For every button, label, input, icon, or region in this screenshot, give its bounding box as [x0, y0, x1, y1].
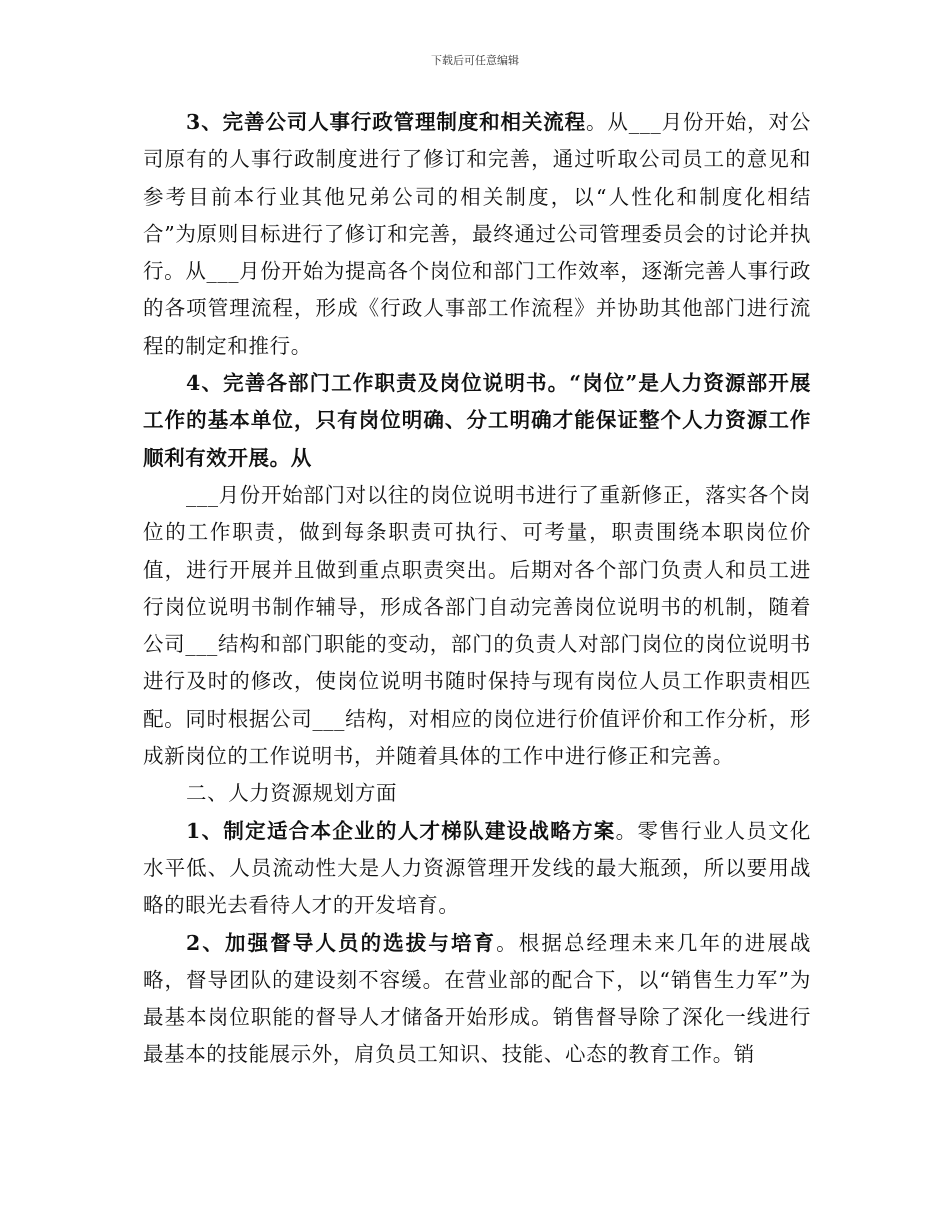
paragraph-job-descriptions	[143, 477, 811, 775]
page-header: 下载后可任意编辑	[431, 54, 519, 67]
section-heading-hr-planning	[143, 775, 811, 812]
paragraph-hr-system	[143, 104, 811, 365]
paragraph-talent-strategy	[143, 813, 811, 925]
paragraph-heading: 3、完善公司人事行政管理制度和相关流程	[186, 110, 587, 134]
paragraph-text: 二、人力资源规划方面	[186, 781, 398, 806]
paragraph-supervisor-training	[143, 925, 811, 1074]
paragraph-text: 。根据总经理未来几年的进展战略，督导团队的建设刻不容缓。在营业部的配合下，以“销售生力军”为最基本岗位职能的督导人才储备开始形成。销售督导除了深化一线进行最基本的技能展示外，肩负员工知识、技能、心态的教育工作。销	[143, 930, 811, 1067]
paragraph-text: ___月份开始部门对以往的岗位说明书进行了重新修正，落实各个岗位的工作职责，做到每条职责可执行、可考量，职责围绕本职岗位价值，进行开展并且做到重点职责突出。后期对各个部门负责人和员工进行岗位说明书制作辅导，形成各部门自动完善岗位说明书的机制，随着公司___结构和部门职能的变动，部门的负责人对部门岗位的岗位说明书进行及时的修改，使岗位说明书随时保持与现有岗位人员工作职责相匹配。同时根据公司___结构，对相应的岗位进行价值评价和工作分析，形成新岗位的工作说明书，并随着具体的工作中进行修正和完善。	[143, 482, 811, 769]
paragraph-heading: 2、加强督导人员的选拔与培育	[186, 930, 497, 955]
paragraph-text: 。从___月份开始，对公司原有的人事行政制度进行了修订和完善，通过听取公司员工的意见和参考目前本行业其他兄弟公司的相关制度，以“人性化和制度化相结合”为原则目标进行了修订和完善，最终通过公司管理委员会的讨论并执行。从___月份开始为提高各个岗位和部门工作效率，逐渐完善人事行政的各项管理流程，形成《行政人事部工作流程》并协助其他部门进行流程的制定和推行。	[143, 110, 811, 358]
paragraph-job-duties	[143, 365, 811, 477]
paragraph-heading: 1、制定适合本企业的人才梯队建设战略方案	[186, 818, 616, 843]
paragraph-text: 。零售行业人员文化水平低、人员流动性大是人力资源管理开发线的最大瓶颈，所以要用战略的眼光去看待人才的开发培育。	[143, 818, 812, 918]
paragraph-heading: 4、完善各部门工作职责及岗位说明书。“岗位”是人力资源部开展工作的基本单位，只有岗位明确、分工明确才能保证整个人力资源工作顺利有效开展。从	[143, 371, 811, 470]
document-body	[143, 104, 811, 1074]
